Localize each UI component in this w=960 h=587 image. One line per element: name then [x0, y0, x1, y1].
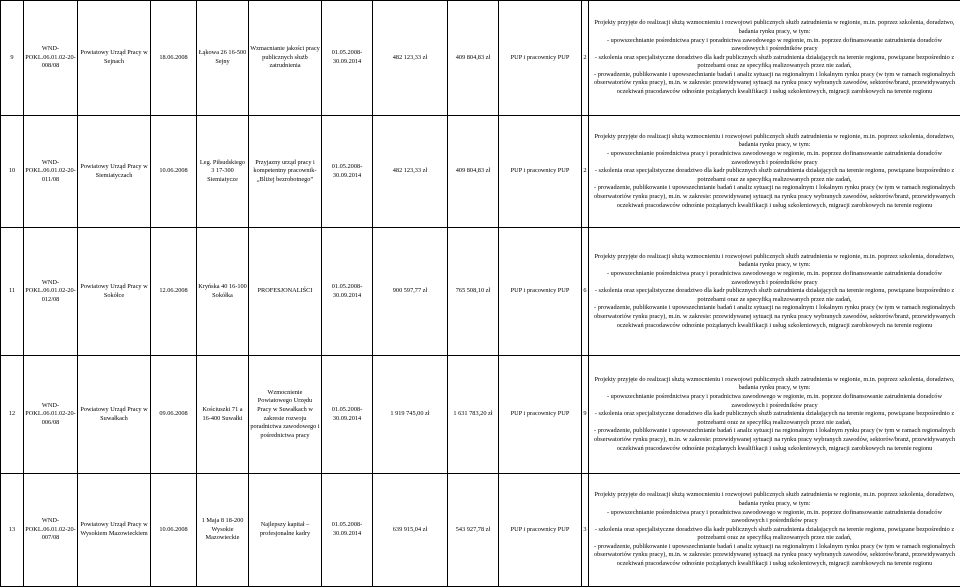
description-line: - prowadzenie, publikowanie i upowszechnianie badań i analiz sytuacji na regionalnym i lokalnym rynku pracy (w tym w ramach regionalnych obserwatoriów rynku pracy), m.in. w zakresie: przewidywanej sytuacji na rynku pracy wybranych zawodów, sektorów/branż, przewidywanych oczekiwań pracodawców odnośnie pożądanych kwalifikacji i usług szkoleniowych, migracji zarobkowych na terenie regionu	[593, 184, 955, 209]
description-line: - szkolenia oraz specjalistyczne doradztwo dla kadr publicznych służb zatrudnienia działających na terenie regionu, powiązane bezpośrednio z potrzebami oraz ze specyfiką realizowanych przez nie zadań,	[594, 525, 955, 542]
table-row	[1, 356, 960, 474]
project-description	[589, 116, 960, 228]
row-number: 12	[1, 356, 24, 474]
project-period: 01.05.2008-30.09.2014	[322, 228, 373, 356]
description-line: Projekty przyjęte do realizacji służą wzmocnieniu i rozwojowi publicznych służb zatrudnienia w regionie, m.in. poprzez szkolenia, doradztwo, badania rynku pracy, w tym:	[594, 19, 955, 35]
description-line: - upowszechnianie pośrednictwa pracy i poradnictwa zawodowego w regionie, m.in. poprzez dofinansowanie zatrudnienia doradców zawodowych i pośredników pracy	[606, 36, 942, 53]
row-number: 11	[1, 228, 24, 356]
office-name: Powiatowy Urząd Pracy w Wysokiem Mazowieckiem	[78, 474, 151, 587]
beneficiaries: PUP i pracownicy PUP	[499, 1, 582, 116]
description-line: - prowadzenie, publikowanie i upowszechnianie badań i analiz sytuacji na regionalnym i lokalnym rynku pracy (w tym w ramach regionalnych obserwatoriów rynku pracy), m.in. w zakresie: przewidywanej sytuacji na rynku pracy wybranych zawodów, sektorów/branż, przewidywanych oczekiwań pracodawców odnośnie pożądanych kwalifikacji i usług szkoleniowych, migracji zarobkowych na terenie regionu	[593, 70, 955, 96]
description-line: - upowszechnianie pośrednictwa pracy i poradnictwa zawodowego w regionie, m.in. poprzez dofinansowanie zatrudnienia doradców zawodowych i pośredników pracy	[606, 508, 942, 525]
beneficiaries: PUP i pracownicy PUP	[499, 356, 582, 474]
office-name: Powiatowy Urząd Pracy w Suwałkach	[78, 356, 151, 474]
office-address: Kościuszki 71 a 16-400 Suwałki	[197, 356, 249, 474]
beneficiaries: PUP i pracownicy PUP	[499, 474, 582, 587]
table-body	[1, 1, 960, 587]
office-name: Powiatowy Urząd Pracy w Sokółce	[78, 228, 151, 356]
count: 6	[582, 228, 589, 356]
project-period: 01.05.2008-30.09.2014	[322, 1, 373, 116]
row-number: 9	[1, 1, 24, 116]
description-line: - prowadzenie, publikowanie i upowszechnianie badań i analiz sytuacji na regionalnym i lokalnym rynku pracy (w tym w ramach regionalnych obserwatoriów rynku pracy), m.in. w zakresie: przewidywanej sytuacji na rynku pracy wybranych zawodów, sektorów/branż, przewidywanych oczekiwań pracodawców odnośnie pożądanych kwalifikacji i usług szkoleniowych, migracji zarobkowych na terenie regionu	[593, 542, 955, 568]
office-address: Leg. Piłsudskiego 3 17-300 Siemiatycze	[197, 116, 249, 228]
project-code: WND-POKL.06.01.02-20-011/08	[24, 116, 78, 228]
description-line: - prowadzenie, publikowanie i upowszechnianie badań i analiz sytuacji na regionalnym i lokalnym rynku pracy (w tym w ramach regionalnych obserwatoriów rynku pracy), m.in. w zakresie: przewidywanej sytuacji na rynku pracy wybranych zawodów, sektorów/branż, przewidywanych oczekiwań pracodawców odnośnie pożądanych kwalifikacji i usług szkoleniowych, migracji zarobkowych na terenie regionu	[593, 427, 955, 452]
cofinancing-value: 409 804,83 zł	[448, 1, 499, 116]
row-number: 10	[1, 116, 24, 228]
office-name: Powiatowy Urząd Pracy w Siemiatyczach	[78, 116, 151, 228]
description-line: - upowszechnianie pośrednictwa pracy i poradnictwa zawodowego w regionie, m.in. poprzez dofinansowanie zatrudnienia doradców zawodowych i pośredników pracy	[606, 393, 942, 409]
count: 9	[582, 356, 589, 474]
description-line: Projekty przyjęte do realizacji służą wzmocnieniu i rozwojowi publicznych służb zatrudnienia w regionie, m.in. poprzez szkolenia, doradztwo, badania rynku pracy, w tym:	[594, 375, 955, 392]
description-line: - szkolenia oraz specjalistyczne doradztwo dla kadr publicznych służb zatrudnienia działających na terenie regionu, powiązane bezpośrednio z potrzebami oraz ze specyfiką realizowanych przez nie zadań,	[594, 287, 955, 303]
description-line: Projekty przyjęte do realizacji służą wzmocnieniu i rozwojowi publicznych służb zatrudnienia w regionie, m.in. poprzez szkolenia, doradztwo, badania rynku pracy, w tym:	[594, 491, 955, 507]
project-description	[589, 474, 960, 587]
description-line: - szkolenia oraz specjalistyczne doradztwo dla kadr publicznych służb zatrudnienia działających na terenie regionu, powiązane bezpośrednio z potrzebami oraz ze specyfiką realizowanych przez nie zadań,	[594, 410, 955, 426]
description-line: - upowszechnianie pośrednictwa pracy i poradnictwa zawodowego w regionie, m.in. poprzez dofinansowanie zatrudnienia doradców zawodowych i pośredników pracy	[606, 150, 942, 166]
table-row	[1, 116, 960, 228]
count: 3	[582, 474, 589, 587]
office-address: Kryńska 40 16-100 Sokółka	[197, 228, 249, 356]
total-value: 639 915,04 zł	[373, 474, 448, 587]
submission-date: 10.06.2008	[151, 116, 197, 228]
project-period: 01.05.2008-30.09.2014	[322, 116, 373, 228]
row-number: 13	[1, 474, 24, 587]
project-title: Najlepszy kapitał – profesjonalne kadry	[249, 474, 322, 587]
submission-date: 18.06.2008	[151, 1, 197, 116]
project-code: WND-POKL.06.01.02-20-012/08	[24, 228, 78, 356]
project-title: Wzmacnianie jakości pracy publicznych służb zatrudnienia	[249, 1, 322, 116]
project-title: PROFESJONALIŚCI	[249, 228, 322, 356]
office-address: 1 Maja 8 18-200 Wysokie Mazowieckie	[197, 474, 249, 587]
description-line: Projekty przyjęte do realizacji służą wzmocnieniu i rozwojowi publicznych służb zatrudnienia w regionie, m.in. poprzez szkolenia, doradztwo, badania rynku pracy, w tym:	[594, 132, 955, 149]
project-description	[589, 228, 960, 356]
submission-date: 10.06.2008	[151, 474, 197, 587]
total-value: 482 123,33 zł	[373, 1, 448, 116]
submission-date: 09.06.2008	[151, 356, 197, 474]
beneficiaries: PUP i pracownicy PUP	[499, 228, 582, 356]
description-line: Projekty przyjęte do realizacji służą wzmocnieniu i rozwojowi publicznych służb zatrudnienia w regionie, m.in. poprzez szkolenia, doradztwo, badania rynku pracy, w tym:	[594, 252, 955, 269]
project-title: Wzmocnienie Powiatowego Urzędu Pracy w Suwałkach w zakresie rozwoju poradnictwa zawodowego i pośrednictwa pracy	[249, 356, 322, 474]
cofinancing-value: 409 804,83 zł	[448, 116, 499, 228]
project-description	[589, 356, 960, 474]
cofinancing-value: 543 927,78 zł	[448, 474, 499, 587]
project-code: WND-POKL.06.01.02-20-006/08	[24, 356, 78, 474]
table-row	[1, 474, 960, 587]
office-address: Łąkowa 26 16-500 Sejny	[197, 1, 249, 116]
total-value: 1 919 745,00 zł	[373, 356, 448, 474]
table-row	[1, 1, 960, 116]
project-code: WND-POKL.06.01.02-20-008/08	[24, 1, 78, 116]
description-line: - prowadzenie, publikowanie i upowszechnianie badań i analiz sytuacji na regionalnym i lokalnym rynku pracy (w tym w ramach regionalnych obserwatoriów rynku pracy), m.in. w zakresie: przewidywanej sytuacji na rynku pracy wybranych zawodów, sektorów/branż, przewidywanych oczekiwań pracodawców odnośnie pożądanych kwalifikacji i usług szkoleniowych, migracji zarobkowych na terenie regionu	[593, 304, 955, 329]
total-value: 900 597,77 zł	[373, 228, 448, 356]
project-title: Przyjazny urząd pracy i kompetentny pracownik- „Bliżej bezrobotnego”	[249, 116, 322, 228]
count: 2	[582, 116, 589, 228]
project-period: 01.05.2008-30.09.2014	[322, 474, 373, 587]
project-code: WND-POKL.06.01.02-20-007/08	[24, 474, 78, 587]
description-line: - upowszechnianie pośrednictwa pracy i poradnictwa zawodowego w regionie, m.in. poprzez dofinansowanie zatrudnienia doradców zawodowych i pośredników pracy	[606, 270, 942, 286]
description-line: - szkolenia oraz specjalistyczne doradztwo dla kadr publicznych służb zatrudnienia działających na terenie regionu, powiązane bezpośrednio z potrzebami oraz ze specyfiką realizowanych przez nie zadań,	[594, 53, 955, 70]
total-value: 482 123,33 zł	[373, 116, 448, 228]
project-description	[589, 1, 960, 116]
cofinancing-value: 1 631 783,20 zł	[448, 356, 499, 474]
project-period: 01.05.2008-30.09.2014	[322, 356, 373, 474]
beneficiaries: PUP i pracownicy PUP	[499, 116, 582, 228]
submission-date: 12.06.2008	[151, 228, 197, 356]
office-name: Powiatowy Urząd Pracy w Sejnach	[78, 1, 151, 116]
description-line: - szkolenia oraz specjalistyczne doradztwo dla kadr publicznych służb zatrudnienia działających na terenie regionu, powiązane bezpośrednio z potrzebami oraz ze specyfiką realizowanych przez nie zadań,	[594, 167, 955, 183]
count: 2	[582, 1, 589, 116]
table-row	[1, 228, 960, 356]
cofinancing-value: 765 508,10 zł	[448, 228, 499, 356]
